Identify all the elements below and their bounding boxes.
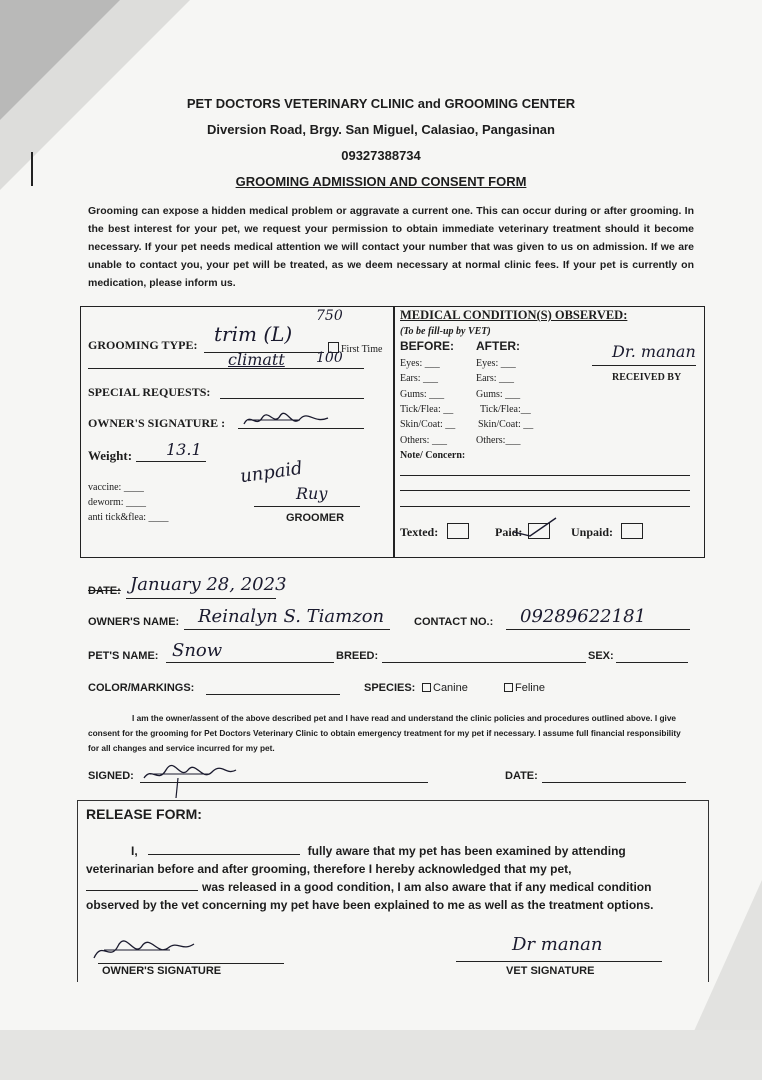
texted-checkbox[interactable] — [447, 523, 469, 539]
special-requests-line — [220, 398, 364, 399]
vet-sig-label: VET SIGNATURE — [506, 965, 595, 977]
vet-signature-value: Dr manan — [512, 934, 603, 955]
note-line-1 — [400, 475, 690, 476]
signed-date-label: DATE: — [505, 770, 538, 782]
owner-sig-line — [98, 963, 284, 964]
unpaid-label: Unpaid: — [571, 525, 614, 539]
deworm-label: deworm: — [88, 497, 124, 508]
first-time-label: First Time — [341, 344, 383, 355]
before-tick: Tick/Flea: __ — [400, 404, 454, 415]
signed-date-line — [542, 782, 686, 783]
owner-name-line — [184, 629, 390, 630]
unpaid-note: unpaid — [238, 457, 304, 488]
received-by-value: Dr. manan — [612, 342, 696, 361]
breed-label: BREED: — [336, 650, 379, 662]
medical-title: MEDICAL CONDITION(S) OBSERVED: — [400, 308, 628, 322]
before-others: Others: ___ — [400, 435, 447, 446]
canine-option[interactable] — [422, 682, 468, 694]
groomer-line — [254, 506, 360, 507]
clinic-phone: 09327388734 — [341, 148, 421, 163]
paid-check-mark — [510, 514, 560, 540]
feline-checkbox[interactable] — [504, 683, 513, 692]
date-label: DATE: — [88, 585, 121, 597]
release-line-3: was released in a good condition, I am also aware that if any medical condition — [86, 878, 681, 896]
release-line-1: I, fully aware that my pet has been examined by attending — [131, 844, 626, 858]
grooming-price-1: 750 — [316, 308, 343, 324]
received-by-label: RECEIVED BY — [612, 372, 682, 383]
grooming-type-value: trim (L) — [214, 322, 293, 346]
sex-label: SEX: — [588, 650, 614, 662]
note-label: Note/ Concern: — [400, 450, 466, 461]
after-skin: Skin/Coat: __ — [478, 419, 534, 430]
paid-label: Paid: — [495, 525, 523, 539]
date-line — [126, 598, 276, 599]
sex-line — [616, 662, 688, 663]
weight-value: 13.1 — [166, 440, 202, 459]
canine-label: Canine — [433, 682, 468, 694]
grooming-price-2: 100 — [316, 350, 343, 366]
after-others: Others:___ — [476, 435, 521, 446]
color-label: COLOR/MARKINGS: — [88, 682, 195, 694]
vaccine-row: vaccine: ____ — [88, 482, 144, 493]
clinic-address: Diversion Road, Brgy. San Miguel, Calasiao, Pangasinan — [207, 122, 555, 137]
vet-sig-line — [456, 961, 662, 962]
contact-label: CONTACT NO.: — [414, 616, 494, 628]
pet-name-label: PET'S NAME: — [88, 650, 159, 662]
before-ears: Ears: ___ — [400, 373, 439, 384]
before-eyes: Eyes: ___ — [400, 358, 440, 369]
owner-name-label: OWNER'S NAME: — [88, 616, 180, 628]
owner-name-value: Reinalyn S. Tiamzon — [198, 606, 385, 627]
breed-line — [382, 662, 586, 663]
clinic-name: PET DOCTORS VETERINARY CLINIC and GROOMING CENTER — [186, 96, 576, 111]
note-line-3 — [400, 506, 690, 507]
before-skin: Skin/Coat: __ — [400, 419, 456, 430]
grooming-type-line-2 — [88, 368, 364, 369]
release-owner-signature-scribble — [90, 930, 200, 966]
medical-subtitle: (To be fill-up by VET) — [400, 326, 491, 337]
contact-line — [506, 629, 690, 630]
vaccine-label: vaccine: — [88, 482, 122, 493]
release-line-2: veterinarian before and after grooming, therefore I hereby acknowledged that my pet, — [86, 862, 572, 876]
release-title: RELEASE FORM: — [86, 806, 202, 822]
pet-name-line — [166, 662, 334, 663]
form-title: GROOMING ADMISSION AND CONSENT FORM — [235, 174, 527, 189]
signed-label: SIGNED: — [88, 770, 134, 782]
grooming-type-value-2: climatt — [228, 350, 285, 369]
owner-signature-scribble — [240, 410, 332, 432]
texted-label: Texted: — [400, 525, 439, 539]
pet-name-value: Snow — [172, 640, 223, 661]
release-line-4: observed by the vet concerning my pet have been explained to me as well as the treatment options. — [86, 898, 654, 912]
owner-signature-label: OWNER'S SIGNATURE : — [88, 416, 226, 430]
contact-value: 09289622181 — [520, 606, 646, 627]
scan-bottom-edge — [0, 1030, 762, 1080]
received-by-line — [592, 365, 696, 366]
anti-tick-row: anti tick&flea: ____ — [88, 512, 169, 523]
feline-option[interactable] — [504, 682, 545, 694]
before-label: BEFORE: — [400, 339, 454, 353]
deworm-row: deworm: ____ — [88, 497, 147, 508]
intro-paragraph: Grooming can expose a hidden medical problem or aggravate a current one. This can occur during or after grooming. In the best interest for your pet, we request your permission to obtain immediate veterinary treatment should it become necessary. If your pet needs medical attention we will contact your number that was given to us on admission. If we are unable to contact you, your pet will be treated, as we deem necessary at normal clinic fees. If your pet is currently on medication, please inform us. — [88, 205, 694, 289]
signed-signature-scribble — [140, 760, 240, 800]
after-ears: Ears: ___ — [476, 373, 515, 384]
species-label: SPECIES: — [364, 682, 416, 694]
owner-sig-label: OWNER'S SIGNATURE — [102, 965, 222, 977]
unpaid-checkbox[interactable] — [621, 523, 643, 539]
consent-paragraph: I am the owner/assent of the above described pet and I have read and understand the clinic policies and procedures outlined above. I give consent for the grooming for Pet Doctors Veterinary Clinic to obtain emergency treatment for my pet if necessary. I assume full financial responsibility for all changes and service incurred for my pet. — [88, 713, 681, 753]
before-gums: Gums: ___ — [400, 389, 445, 400]
grooming-type-label: GROOMING TYPE: — [88, 338, 198, 352]
after-eyes: Eyes: ___ — [476, 358, 516, 369]
after-label: AFTER: — [476, 339, 520, 353]
anti-tick-label: anti tick&flea: — [88, 512, 147, 523]
date-value: January 28, 2023 — [130, 574, 287, 595]
note-line-2 — [400, 490, 690, 491]
weight-label: Weight: — [88, 448, 133, 463]
weight-line — [136, 461, 206, 462]
after-tick: Tick/Flea:__ — [480, 404, 531, 415]
after-gums: Gums: ___ — [476, 389, 521, 400]
color-line — [206, 694, 340, 695]
canine-checkbox[interactable] — [422, 683, 431, 692]
box-divider — [393, 306, 395, 558]
groomer-signature: Ruy — [296, 484, 328, 503]
special-requests-label: SPECIAL REQUESTS: — [88, 385, 211, 399]
groomer-label: GROOMER — [286, 512, 345, 524]
feline-label: Feline — [515, 682, 545, 694]
